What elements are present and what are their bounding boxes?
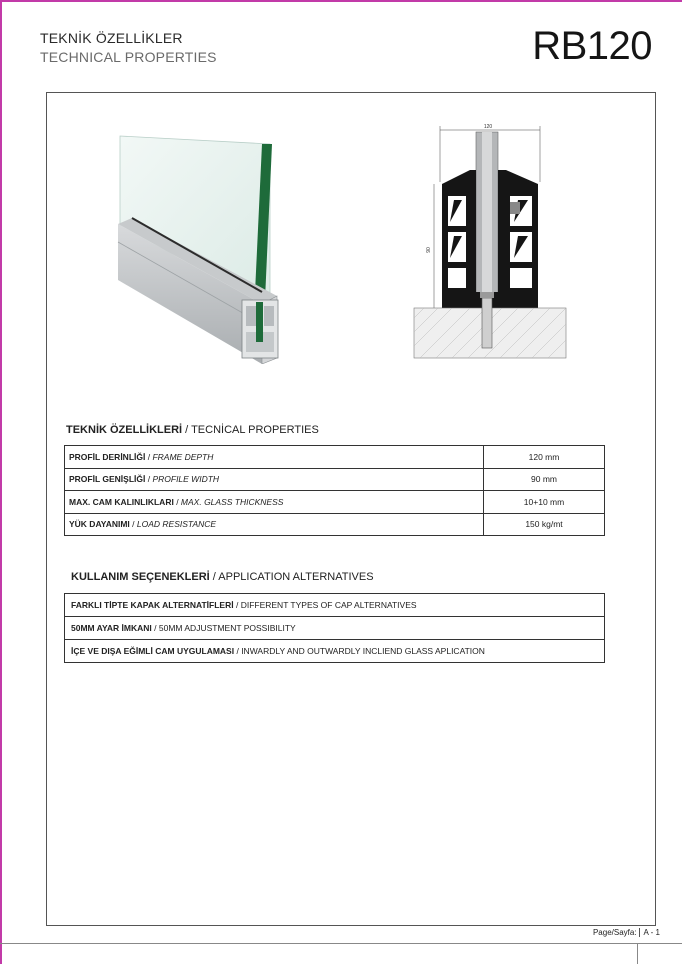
property-label-tr: PROFİL GENİŞLİĞİ <box>69 474 146 485</box>
property-label: YÜK DAYANIMI / LOAD RESISTANCE <box>65 513 484 536</box>
footer-divider <box>637 943 638 964</box>
top-border-rule <box>0 0 682 2</box>
page-number: A - 1 <box>639 928 660 937</box>
option-label-tr: FARKLI TİPTE KAPAK ALTERNATİFLERİ <box>71 600 234 610</box>
property-value: 150 kg/mt <box>484 513 605 536</box>
options-heading-bold: KULLANIM SEÇENEKLERİ <box>71 571 210 583</box>
page-label: Page/Sayfa: <box>592 928 637 937</box>
property-value: 10+10 mm <box>484 491 605 514</box>
property-value: 120 mm <box>484 446 605 469</box>
header-title-tr: TEKNİK ÖZELLİKLER <box>40 30 183 46</box>
footer-rule <box>0 943 682 944</box>
model-code: RB120 <box>532 24 652 68</box>
property-value: 90 mm <box>484 468 605 491</box>
properties-heading-rest: / TECNİCAL PROPERTIES <box>182 424 319 436</box>
table-row <box>65 468 605 491</box>
properties-table <box>64 445 605 536</box>
options-heading <box>71 571 374 583</box>
property-label-en: PROFILE WIDTH <box>152 474 220 485</box>
table-row <box>65 491 605 514</box>
property-label: MAX. CAM KALINLIKLARI / MAX. GLASS THICKNESS <box>65 491 484 514</box>
table-row <box>65 446 605 469</box>
table-row <box>65 594 605 617</box>
cross-section-drawing <box>410 122 570 362</box>
table-row <box>65 513 605 536</box>
property-label-tr: MAX. CAM KALINLIKLARI <box>69 496 174 507</box>
property-label-en: FRAME DEPTH <box>152 451 214 462</box>
property-label-en: MAX. GLASS THICKNESS <box>180 496 284 507</box>
property-label-tr: YÜK DAYANIMI <box>69 519 130 530</box>
option-label-en: DIFFERENT TYPES OF CAP ALTERNATIVES <box>240 600 417 610</box>
option-item: İÇE VE DIŞA EĞİMLİ CAM UYGULAMASI / INWARDLY AND OUTWARDLY INCLIEND GLASS APLICATION <box>65 640 605 663</box>
header-title-en: TECHNICAL PROPERTIES <box>40 49 217 65</box>
property-label-tr: PROFİL DERİNLİĞİ <box>69 451 146 462</box>
option-label-tr: 50MM AYAR İMKANI <box>71 623 152 633</box>
option-item: FARKLI TİPTE KAPAK ALTERNATİFLERİ / DIFFERENT TYPES OF CAP ALTERNATIVES <box>65 594 605 617</box>
table-row <box>65 617 605 640</box>
option-label-tr: İÇE VE DIŞA EĞİMLİ CAM UYGULAMASI <box>71 646 235 656</box>
options-table <box>64 593 605 663</box>
table-row <box>65 640 605 663</box>
left-border-rule <box>0 0 2 964</box>
page-indicator <box>593 928 660 937</box>
property-label-en: LOAD RESISTANCE <box>136 519 217 530</box>
properties-heading-bold: TEKNİK ÖZELLİKLERİ <box>66 424 183 436</box>
product-illustration <box>112 132 282 364</box>
properties-heading <box>66 424 319 436</box>
property-label: PROFİL DERİNLİĞİ / FRAME DEPTH <box>65 446 484 469</box>
option-label-en: 50MM ADJUSTMENT POSSIBILITY <box>158 623 296 633</box>
width-dimension-label: 120 <box>483 124 493 130</box>
option-label-en: INWARDLY AND OUTWARDLY INCLIEND GLASS APLICATION <box>241 646 485 656</box>
height-dimension-label: 90 <box>426 247 432 253</box>
option-item: 50MM AYAR İMKANI / 50MM ADJUSTMENT POSSIBILITY <box>65 617 605 640</box>
options-heading-rest: / APPLICATION ALTERNATIVES <box>209 571 374 583</box>
property-label: PROFİL GENİŞLİĞİ / PROFILE WIDTH <box>65 468 484 491</box>
